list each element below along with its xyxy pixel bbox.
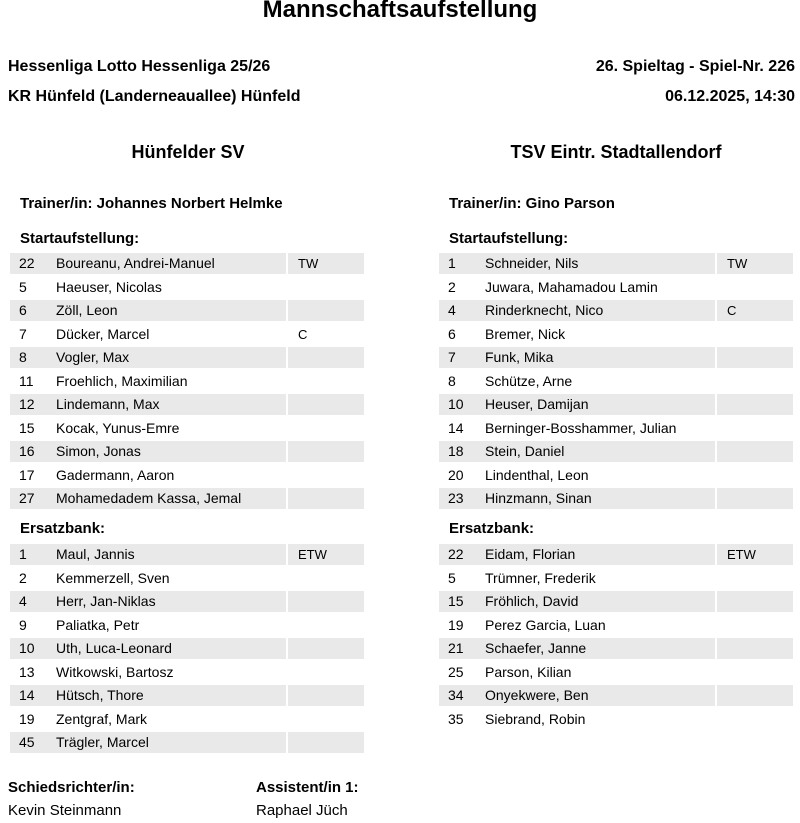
player-number: 14 [10, 685, 52, 706]
player-number: 12 [10, 394, 52, 415]
player-number: 11 [19, 372, 34, 389]
player-row [439, 615, 793, 636]
player-role: TW [717, 253, 793, 274]
player-role [717, 347, 793, 368]
home-trainer: Trainer/in: Johannes Norbert Helmke [20, 195, 283, 212]
player-role [288, 418, 364, 439]
player-name: Hütsch, Thore [52, 685, 286, 706]
player-row [439, 709, 793, 730]
assistant1-label: Assistent/in 1: [256, 779, 359, 796]
assistant1-name: Raphael Jüch [256, 802, 348, 819]
player-row [10, 300, 364, 321]
player-row [439, 347, 793, 368]
player-row [10, 615, 364, 636]
player-role [717, 568, 793, 589]
player-role [717, 277, 793, 298]
player-name: Schneider, Nils [481, 253, 715, 274]
player-name: Onyekwere, Ben [481, 685, 715, 706]
player-number: 35 [448, 710, 464, 727]
player-name: Haeuser, Nicolas [56, 278, 162, 295]
player-row [439, 300, 793, 321]
match-datetime: 06.12.2025, 14:30 [665, 88, 795, 105]
player-row [439, 371, 793, 392]
away-bench-label: Ersatzbank: [449, 520, 535, 537]
player-number: 8 [448, 372, 456, 389]
player-row [439, 488, 793, 509]
player-row [439, 638, 793, 659]
player-row [439, 568, 793, 589]
player-name: Funk, Mika [481, 347, 715, 368]
player-name: Boureanu, Andrei-Manuel [52, 253, 286, 274]
player-role [717, 709, 793, 730]
player-role [717, 488, 793, 509]
player-role [288, 300, 364, 321]
player-role [288, 371, 364, 392]
player-name: Stein, Daniel [481, 441, 715, 462]
player-name: Bremer, Nick [485, 325, 566, 342]
player-number: 5 [19, 278, 27, 295]
player-name: Zentgraf, Mark [56, 710, 148, 727]
referee-label: Schiedsrichter/in: [8, 779, 135, 796]
player-row [10, 662, 364, 683]
player-row [10, 324, 364, 345]
player-number: 45 [10, 732, 52, 753]
away-starting-list [439, 253, 793, 512]
player-row [10, 465, 364, 486]
match-round: 26. Spieltag - Spiel-Nr. 226 [595, 58, 795, 75]
player-name: Rinderknecht, Nico [481, 300, 715, 321]
player-number: 22 [439, 544, 481, 565]
player-name: Trägler, Marcel [52, 732, 286, 753]
player-row [439, 418, 793, 439]
player-number: 19 [19, 710, 35, 727]
player-row [10, 732, 364, 753]
player-row [10, 544, 364, 565]
player-number: 1 [10, 544, 52, 565]
player-number: 10 [10, 638, 52, 659]
home-team-name: Hünfelder SV [131, 142, 245, 162]
player-role [288, 709, 364, 730]
player-number: 13 [19, 663, 35, 680]
player-number: 18 [439, 441, 481, 462]
player-number: 1 [439, 253, 481, 274]
player-row [10, 709, 364, 730]
player-role [288, 441, 364, 462]
player-number: 25 [448, 663, 464, 680]
player-role: C [717, 300, 793, 321]
player-role [717, 638, 793, 659]
player-row [10, 371, 364, 392]
player-role [288, 685, 364, 706]
player-row [10, 591, 364, 612]
player-role [717, 441, 793, 462]
away-bench-list [439, 544, 793, 732]
player-number: 7 [439, 347, 481, 368]
player-row [439, 662, 793, 683]
player-number: 10 [439, 394, 481, 415]
player-name: Schütze, Arne [485, 372, 573, 389]
player-role [288, 488, 364, 509]
player-name: Lindenthal, Leon [485, 466, 589, 483]
player-role [288, 568, 364, 589]
player-name: Hinzmann, Sinan [481, 488, 715, 509]
player-number: 14 [448, 419, 464, 436]
player-role [288, 465, 364, 486]
player-number: 8 [10, 347, 52, 368]
player-row [10, 394, 364, 415]
player-number: 20 [448, 466, 464, 483]
player-number: 21 [439, 638, 481, 659]
player-role [288, 615, 364, 636]
player-role [288, 277, 364, 298]
player-name: Eidam, Florian [481, 544, 715, 565]
player-role [717, 465, 793, 486]
player-row [439, 465, 793, 486]
player-name: Dücker, Marcel [56, 325, 150, 342]
player-row [10, 638, 364, 659]
player-row [10, 277, 364, 298]
player-number: 5 [448, 569, 456, 586]
player-number: 19 [448, 616, 464, 633]
player-number: 23 [439, 488, 481, 509]
player-name: Fröhlich, David [481, 591, 715, 612]
home-starting-list [10, 253, 364, 512]
player-row [439, 253, 793, 274]
player-role: ETW [288, 544, 364, 565]
home-bench-list [10, 544, 364, 756]
venue: KR Hünfeld (Landerneauallee) Hünfeld [8, 88, 301, 105]
player-role [717, 324, 793, 345]
player-role [717, 394, 793, 415]
player-row [10, 685, 364, 706]
player-row [10, 568, 364, 589]
player-number: 22 [10, 253, 52, 274]
player-role [288, 347, 364, 368]
player-row [439, 544, 793, 565]
player-name: Paliatka, Petr [56, 616, 140, 633]
player-role [717, 662, 793, 683]
player-name: Perez Garcia, Luan [485, 616, 606, 633]
player-name: Simon, Jonas [52, 441, 286, 462]
player-number: 4 [10, 591, 52, 612]
player-role: ETW [717, 544, 793, 565]
player-role: C [298, 326, 308, 342]
player-role [288, 732, 364, 753]
player-name: Juwara, Mahamadou Lamin [485, 278, 658, 295]
player-role [717, 615, 793, 636]
player-name: Schaefer, Janne [481, 638, 715, 659]
player-role [288, 591, 364, 612]
away-team-name: TSV Eintr. Stadtallendorf [510, 142, 722, 162]
player-number: 6 [10, 300, 52, 321]
player-name: Lindemann, Max [52, 394, 286, 415]
player-name: Parson, Kilian [485, 663, 572, 680]
player-number: 7 [19, 325, 27, 342]
player-name: Witkowski, Bartosz [56, 663, 174, 680]
referee-name: Kevin Steinmann [8, 802, 122, 819]
player-number: 2 [19, 569, 27, 586]
player-role: TW [288, 253, 364, 274]
player-role [288, 638, 364, 659]
player-row [439, 277, 793, 298]
player-name: Heuser, Damijan [481, 394, 715, 415]
player-role [288, 662, 364, 683]
player-name: Gadermann, Aaron [56, 466, 175, 483]
player-number: 6 [448, 325, 456, 342]
player-row [10, 441, 364, 462]
player-name: Siebrand, Robin [485, 710, 586, 727]
player-row [439, 394, 793, 415]
player-number: 27 [10, 488, 52, 509]
player-name: Kocak, Yunus-Emre [56, 419, 180, 436]
player-name: Zöll, Leon [52, 300, 286, 321]
player-row [439, 441, 793, 462]
player-row [10, 418, 364, 439]
player-number: 15 [19, 419, 35, 436]
player-name: Uth, Luca-Leonard [52, 638, 286, 659]
player-name: Berninger-Bosshammer, Julian [485, 419, 677, 436]
player-row [10, 488, 364, 509]
home-bench-label: Ersatzbank: [20, 520, 106, 537]
player-name: Herr, Jan-Niklas [52, 591, 286, 612]
page-title: Mannschaftsaufstellung [262, 0, 538, 23]
player-role [717, 371, 793, 392]
player-number: 34 [439, 685, 481, 706]
player-role [717, 418, 793, 439]
player-name: Froehlich, Maximilian [56, 372, 188, 389]
player-name: Trümner, Frederik [485, 569, 596, 586]
player-name: Vogler, Max [52, 347, 286, 368]
league-name: Hessenliga Lotto Hessenliga 25/26 [8, 58, 271, 75]
player-row [439, 685, 793, 706]
player-role [717, 591, 793, 612]
home-starting-label: Startaufstellung: [20, 230, 140, 247]
player-name: Mohamedadem Kassa, Jemal [52, 488, 286, 509]
player-number: 15 [439, 591, 481, 612]
away-starting-label: Startaufstellung: [449, 230, 569, 247]
player-number: 9 [19, 616, 27, 633]
player-name: Maul, Jannis [52, 544, 286, 565]
player-number: 16 [10, 441, 52, 462]
player-row [439, 591, 793, 612]
player-number: 4 [439, 300, 481, 321]
player-row [10, 253, 364, 274]
player-role [717, 685, 793, 706]
player-row [10, 347, 364, 368]
away-trainer: Trainer/in: Gino Parson [449, 195, 615, 212]
player-number: 17 [19, 466, 35, 483]
player-row [439, 324, 793, 345]
player-name: Kemmerzell, Sven [56, 569, 170, 586]
player-role [288, 394, 364, 415]
player-number: 2 [448, 278, 456, 295]
